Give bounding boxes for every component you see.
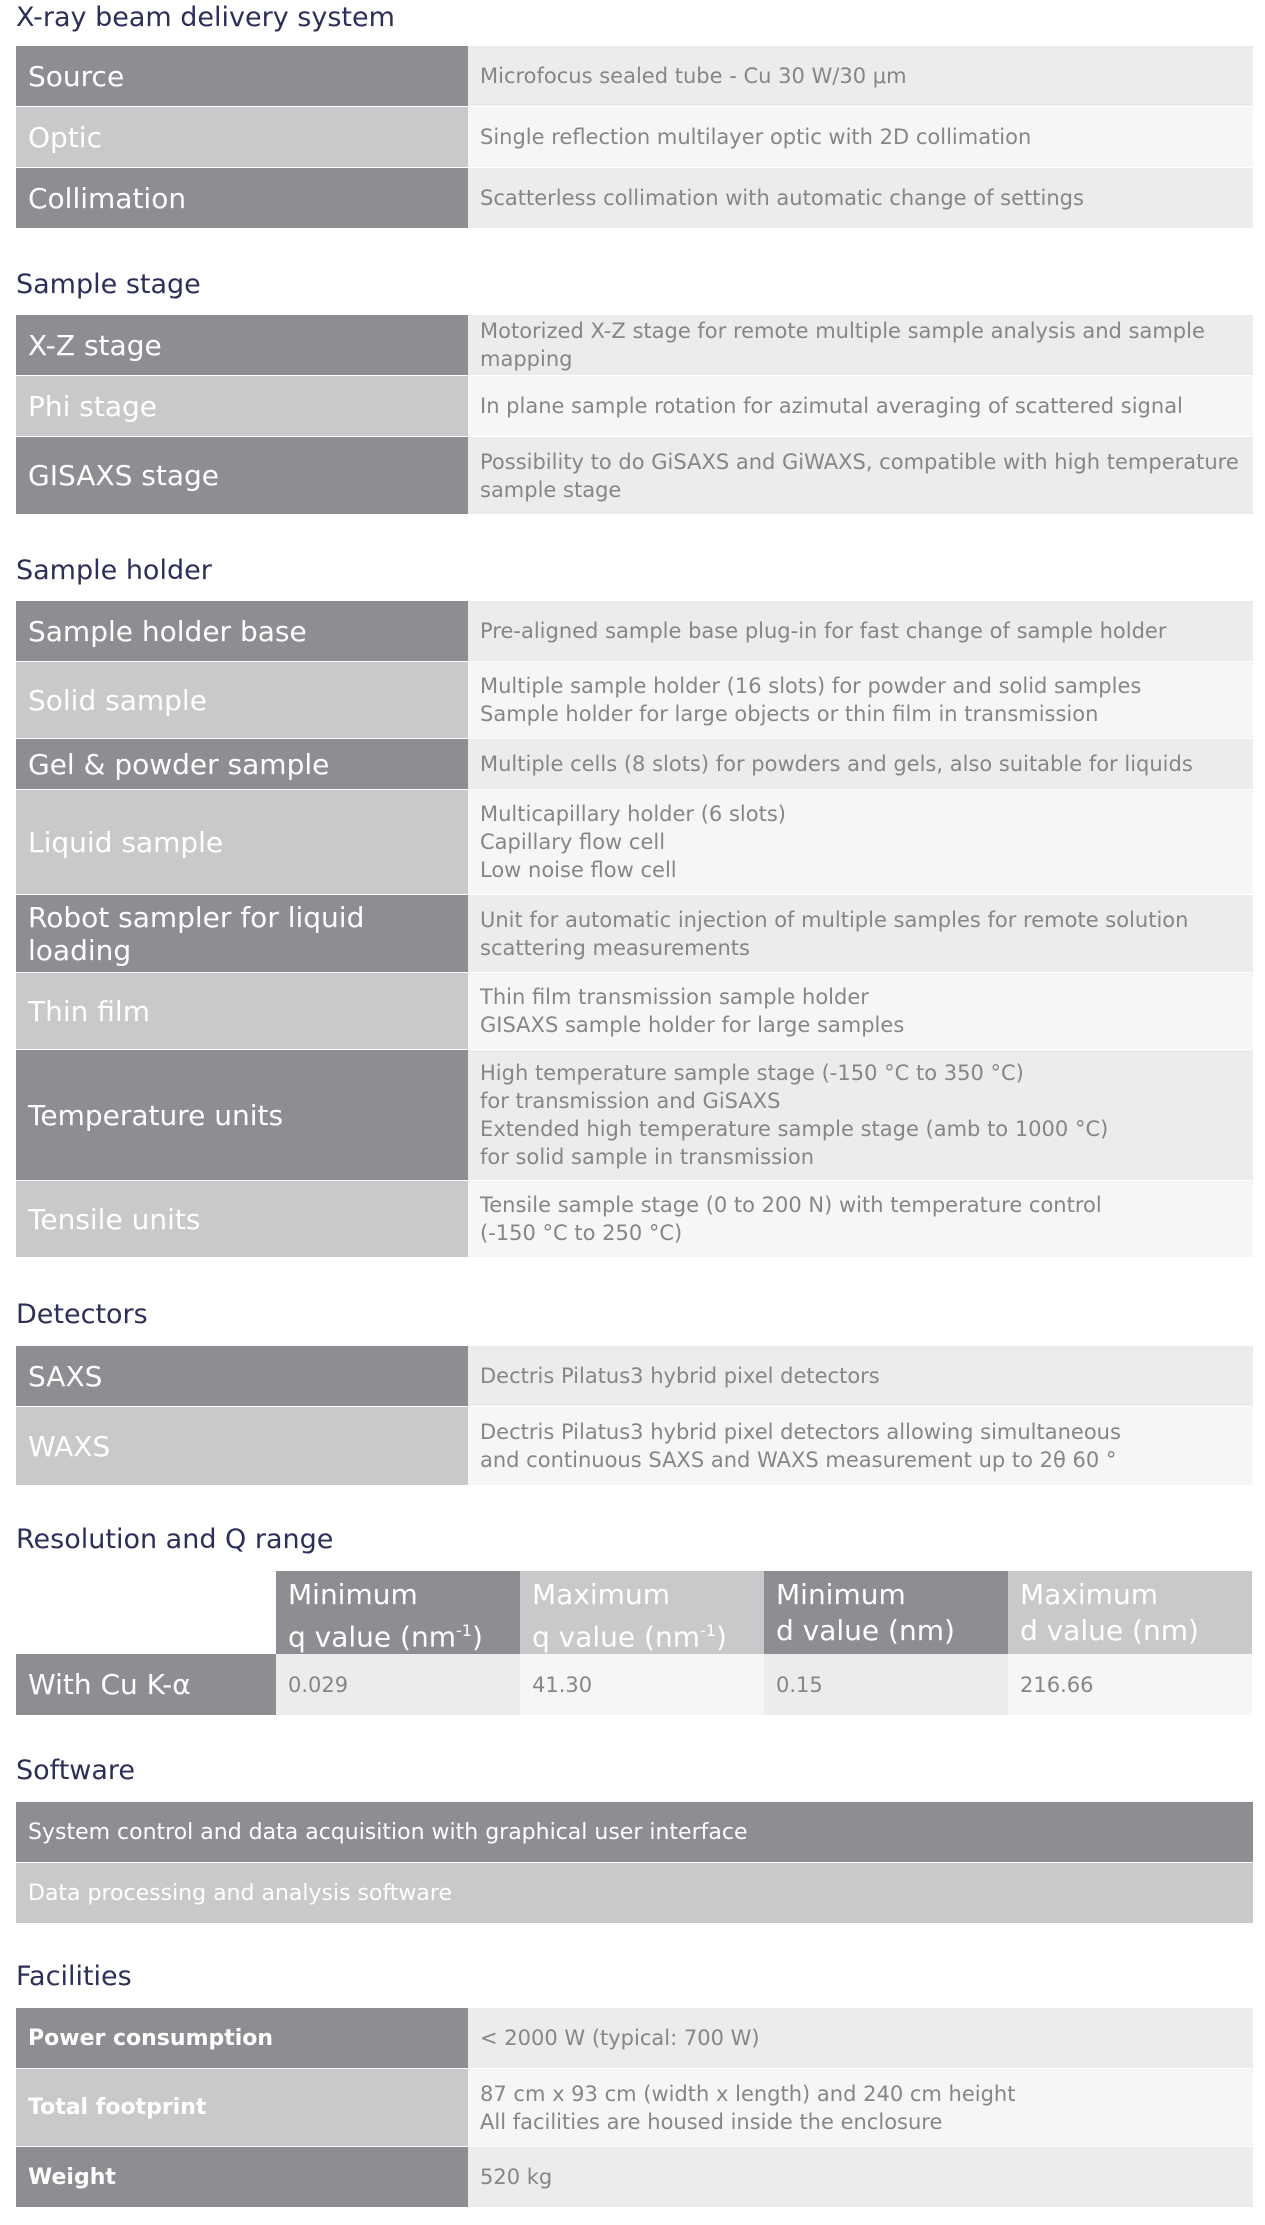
header-text: )	[715, 1620, 727, 1654]
spec-value-line: Dectris Pilatus3 hybrid pixel detectors allowing simultaneous	[480, 1420, 1121, 1444]
spec-value-line: Dectris Pilatus3 hybrid pixel detectors	[480, 1364, 880, 1388]
spec-value	[468, 2147, 1253, 2207]
spec-value-line: Microfocus sealed tube - Cu 30 W/30 μm	[480, 64, 907, 88]
spec-row	[16, 2069, 1253, 2146]
spec-value-line: 520 kg	[480, 2165, 553, 2189]
spec-value-line: scattering measurements	[480, 935, 750, 960]
header-text: q value (nm	[532, 1620, 700, 1654]
spec-row	[16, 376, 1253, 436]
detectors-table	[16, 1346, 1253, 1486]
spec-label: Collimation	[16, 168, 468, 228]
header-line: d value (nm)	[1020, 1614, 1199, 1647]
spec-label: WAXS	[16, 1407, 468, 1485]
spec-row	[16, 739, 1253, 789]
spec-label: Robot sampler for liquid loading	[16, 895, 468, 972]
spec-value	[468, 376, 1253, 436]
spec-label: Phi stage	[16, 376, 468, 436]
spec-value-line: Motorized X-Z stage for remote multiple sample analysis and sample mapping	[480, 319, 1205, 371]
spec-value-line: Unit for automatic injection of multiple samples for remote solution	[480, 907, 1189, 932]
spec-label: Total footprint	[16, 2069, 468, 2146]
spec-value	[468, 46, 1253, 106]
spec-row	[16, 1181, 1253, 1257]
section-title-resolution: Resolution and Q range	[16, 1524, 334, 1555]
spec-row	[16, 2008, 1253, 2068]
spec-row	[16, 973, 1253, 1049]
header-line: Minimum	[288, 1578, 418, 1611]
header-text: )	[471, 1620, 483, 1654]
spec-value-line: (-150 °C to 250 °C)	[480, 1221, 683, 1245]
section-resolution	[16, 1526, 333, 1553]
facilities-table	[16, 2008, 1253, 2208]
spec-row	[16, 2147, 1253, 2207]
spec-value-line: Single reflection multilayer optic with 2D collimation	[480, 125, 1032, 149]
spec-value	[468, 107, 1253, 167]
spec-row	[16, 315, 1253, 375]
spec-value-line: Extended high temperature sample stage (amb to 1000 °C)	[480, 1117, 1109, 1141]
section-facilities	[16, 1963, 132, 1990]
section-beam	[16, 4, 395, 31]
spec-value	[468, 168, 1253, 228]
spec-row	[16, 168, 1253, 228]
spec-value-line: for transmission and GiSAXS	[480, 1089, 781, 1113]
resolution-table	[16, 1571, 1253, 1715]
spec-label: Sample holder base	[16, 601, 468, 661]
software-list	[16, 1802, 1253, 1924]
holder-table	[16, 601, 1253, 1258]
stage-table	[16, 315, 1253, 515]
spec-label: Tensile units	[16, 1181, 468, 1257]
spec-value-line: Possibility to do GiSAXS and GiWAXS, compatible with high temperature	[480, 449, 1239, 474]
spec-row	[16, 601, 1253, 661]
spec-value-line: GISAXS sample holder for large samples	[480, 1013, 905, 1037]
spec-value	[468, 662, 1253, 738]
spec-value-line: In plane sample rotation for azimutal averaging of scattered signal	[480, 394, 1183, 418]
spec-label: SAXS	[16, 1346, 468, 1406]
spec-value	[468, 1346, 1253, 1406]
spec-label: Source	[16, 46, 468, 106]
resolution-data-row	[16, 1654, 1253, 1715]
spec-value-line: Multicapillary holder (6 slots)	[480, 802, 786, 826]
header-line: Maximum	[1020, 1578, 1158, 1611]
spec-value	[468, 437, 1253, 514]
section-title-beam: X-ray beam delivery system	[16, 2, 395, 33]
header-superscript: -1	[456, 1621, 472, 1640]
section-title-holder: Sample holder	[16, 555, 212, 586]
header-line: d value (nm)	[776, 1614, 955, 1647]
spec-value-line: Pre-aligned sample base plug-in for fast change of sample holder	[480, 619, 1167, 643]
spec-value-line: Sample holder for large objects or thin film in transmission	[480, 702, 1099, 726]
spec-row	[16, 1050, 1253, 1180]
spec-row	[16, 437, 1253, 514]
spec-value-line: 87 cm x 93 cm (width x length) and 240 cm height	[480, 2081, 1016, 2106]
spec-row	[16, 1346, 1253, 1406]
header-superscript: -1	[700, 1621, 716, 1640]
spec-label: Solid sample	[16, 662, 468, 738]
header-line: Minimum	[776, 1578, 906, 1611]
resolution-header-blank	[16, 1571, 276, 1654]
section-holder	[16, 557, 212, 584]
spec-row	[16, 46, 1253, 106]
section-title-stage: Sample stage	[16, 269, 201, 300]
resolution-header-row	[16, 1571, 1253, 1654]
resolution-header-cell	[276, 1571, 520, 1654]
spec-label: Gel & powder sample	[16, 739, 468, 789]
spec-value	[468, 790, 1253, 894]
spec-value	[468, 895, 1253, 972]
spec-value-line: Multiple cells (8 slots) for powders and gels, also suitable for liquids	[480, 752, 1193, 776]
header-text: q value (nm	[288, 1620, 456, 1654]
spec-label: Liquid sample	[16, 790, 468, 894]
spec-value-line: for solid sample in transmission	[480, 1145, 815, 1169]
spec-row	[16, 107, 1253, 167]
section-software	[16, 1757, 135, 1784]
spec-value-line: High temperature sample stage (-150 °C to 350 °C)	[480, 1061, 1024, 1085]
beam-table	[16, 46, 1253, 229]
resolution-value: 216.66	[1008, 1654, 1252, 1715]
spec-value	[468, 1181, 1253, 1257]
spec-row	[16, 1407, 1253, 1485]
spec-value	[468, 1050, 1253, 1180]
section-detectors	[16, 1301, 148, 1328]
spec-value-line: Low noise flow cell	[480, 858, 677, 882]
spec-row	[16, 790, 1253, 894]
spec-value	[468, 1407, 1253, 1485]
section-title-detectors: Detectors	[16, 1299, 148, 1330]
spec-value-line: All facilities are housed inside the enclosure	[480, 2109, 943, 2134]
spec-label: Optic	[16, 107, 468, 167]
resolution-value: 41.30	[520, 1654, 764, 1715]
spec-label: X-Z stage	[16, 315, 468, 375]
spec-value	[468, 2069, 1253, 2146]
spec-label: Thin film	[16, 973, 468, 1049]
spec-value-line: Tensile sample stage (0 to 200 N) with temperature control	[480, 1193, 1102, 1217]
section-stage	[16, 271, 201, 298]
spec-label: Temperature units	[16, 1050, 468, 1180]
spec-value	[468, 2008, 1253, 2068]
spec-value-line: Multiple sample holder (16 slots) for powder and solid samples	[480, 674, 1142, 698]
spec-label: Power consumption	[16, 2008, 468, 2068]
resolution-value: 0.15	[764, 1654, 1008, 1715]
spec-row	[16, 662, 1253, 738]
header-line	[532, 1613, 752, 1655]
spec-value-line: sample stage	[480, 477, 622, 502]
spec-value-line: Scatterless collimation with automatic change of settings	[480, 186, 1084, 210]
spec-value	[468, 601, 1253, 661]
spec-label: Weight	[16, 2147, 468, 2207]
resolution-row-label: With Cu K-α	[16, 1654, 276, 1715]
spec-value-line: < 2000 W (typical: 700 W)	[480, 2026, 760, 2050]
software-item: System control and data acquisition with graphical user interface	[16, 1802, 1253, 1862]
section-title-facilities: Facilities	[16, 1961, 132, 1992]
resolution-header-cell	[764, 1571, 1008, 1654]
resolution-header-cell	[1008, 1571, 1252, 1654]
section-title-software: Software	[16, 1755, 136, 1786]
spec-value-line: Capillary flow cell	[480, 830, 666, 854]
spec-value	[468, 973, 1253, 1049]
spec-value-line: Thin film transmission sample holder	[480, 985, 869, 1009]
resolution-header-cell	[520, 1571, 764, 1654]
header-line	[288, 1613, 508, 1655]
spec-label: GISAXS stage	[16, 437, 468, 514]
spec-value	[468, 739, 1253, 789]
spec-value	[468, 315, 1253, 375]
spec-row	[16, 895, 1253, 972]
software-item: Data processing and analysis software	[16, 1863, 1253, 1923]
spec-value-line: and continuous SAXS and WAXS measurement up to 2θ 60 °	[480, 1448, 1117, 1472]
header-line: Maximum	[532, 1578, 670, 1611]
resolution-value: 0.029	[276, 1654, 520, 1715]
